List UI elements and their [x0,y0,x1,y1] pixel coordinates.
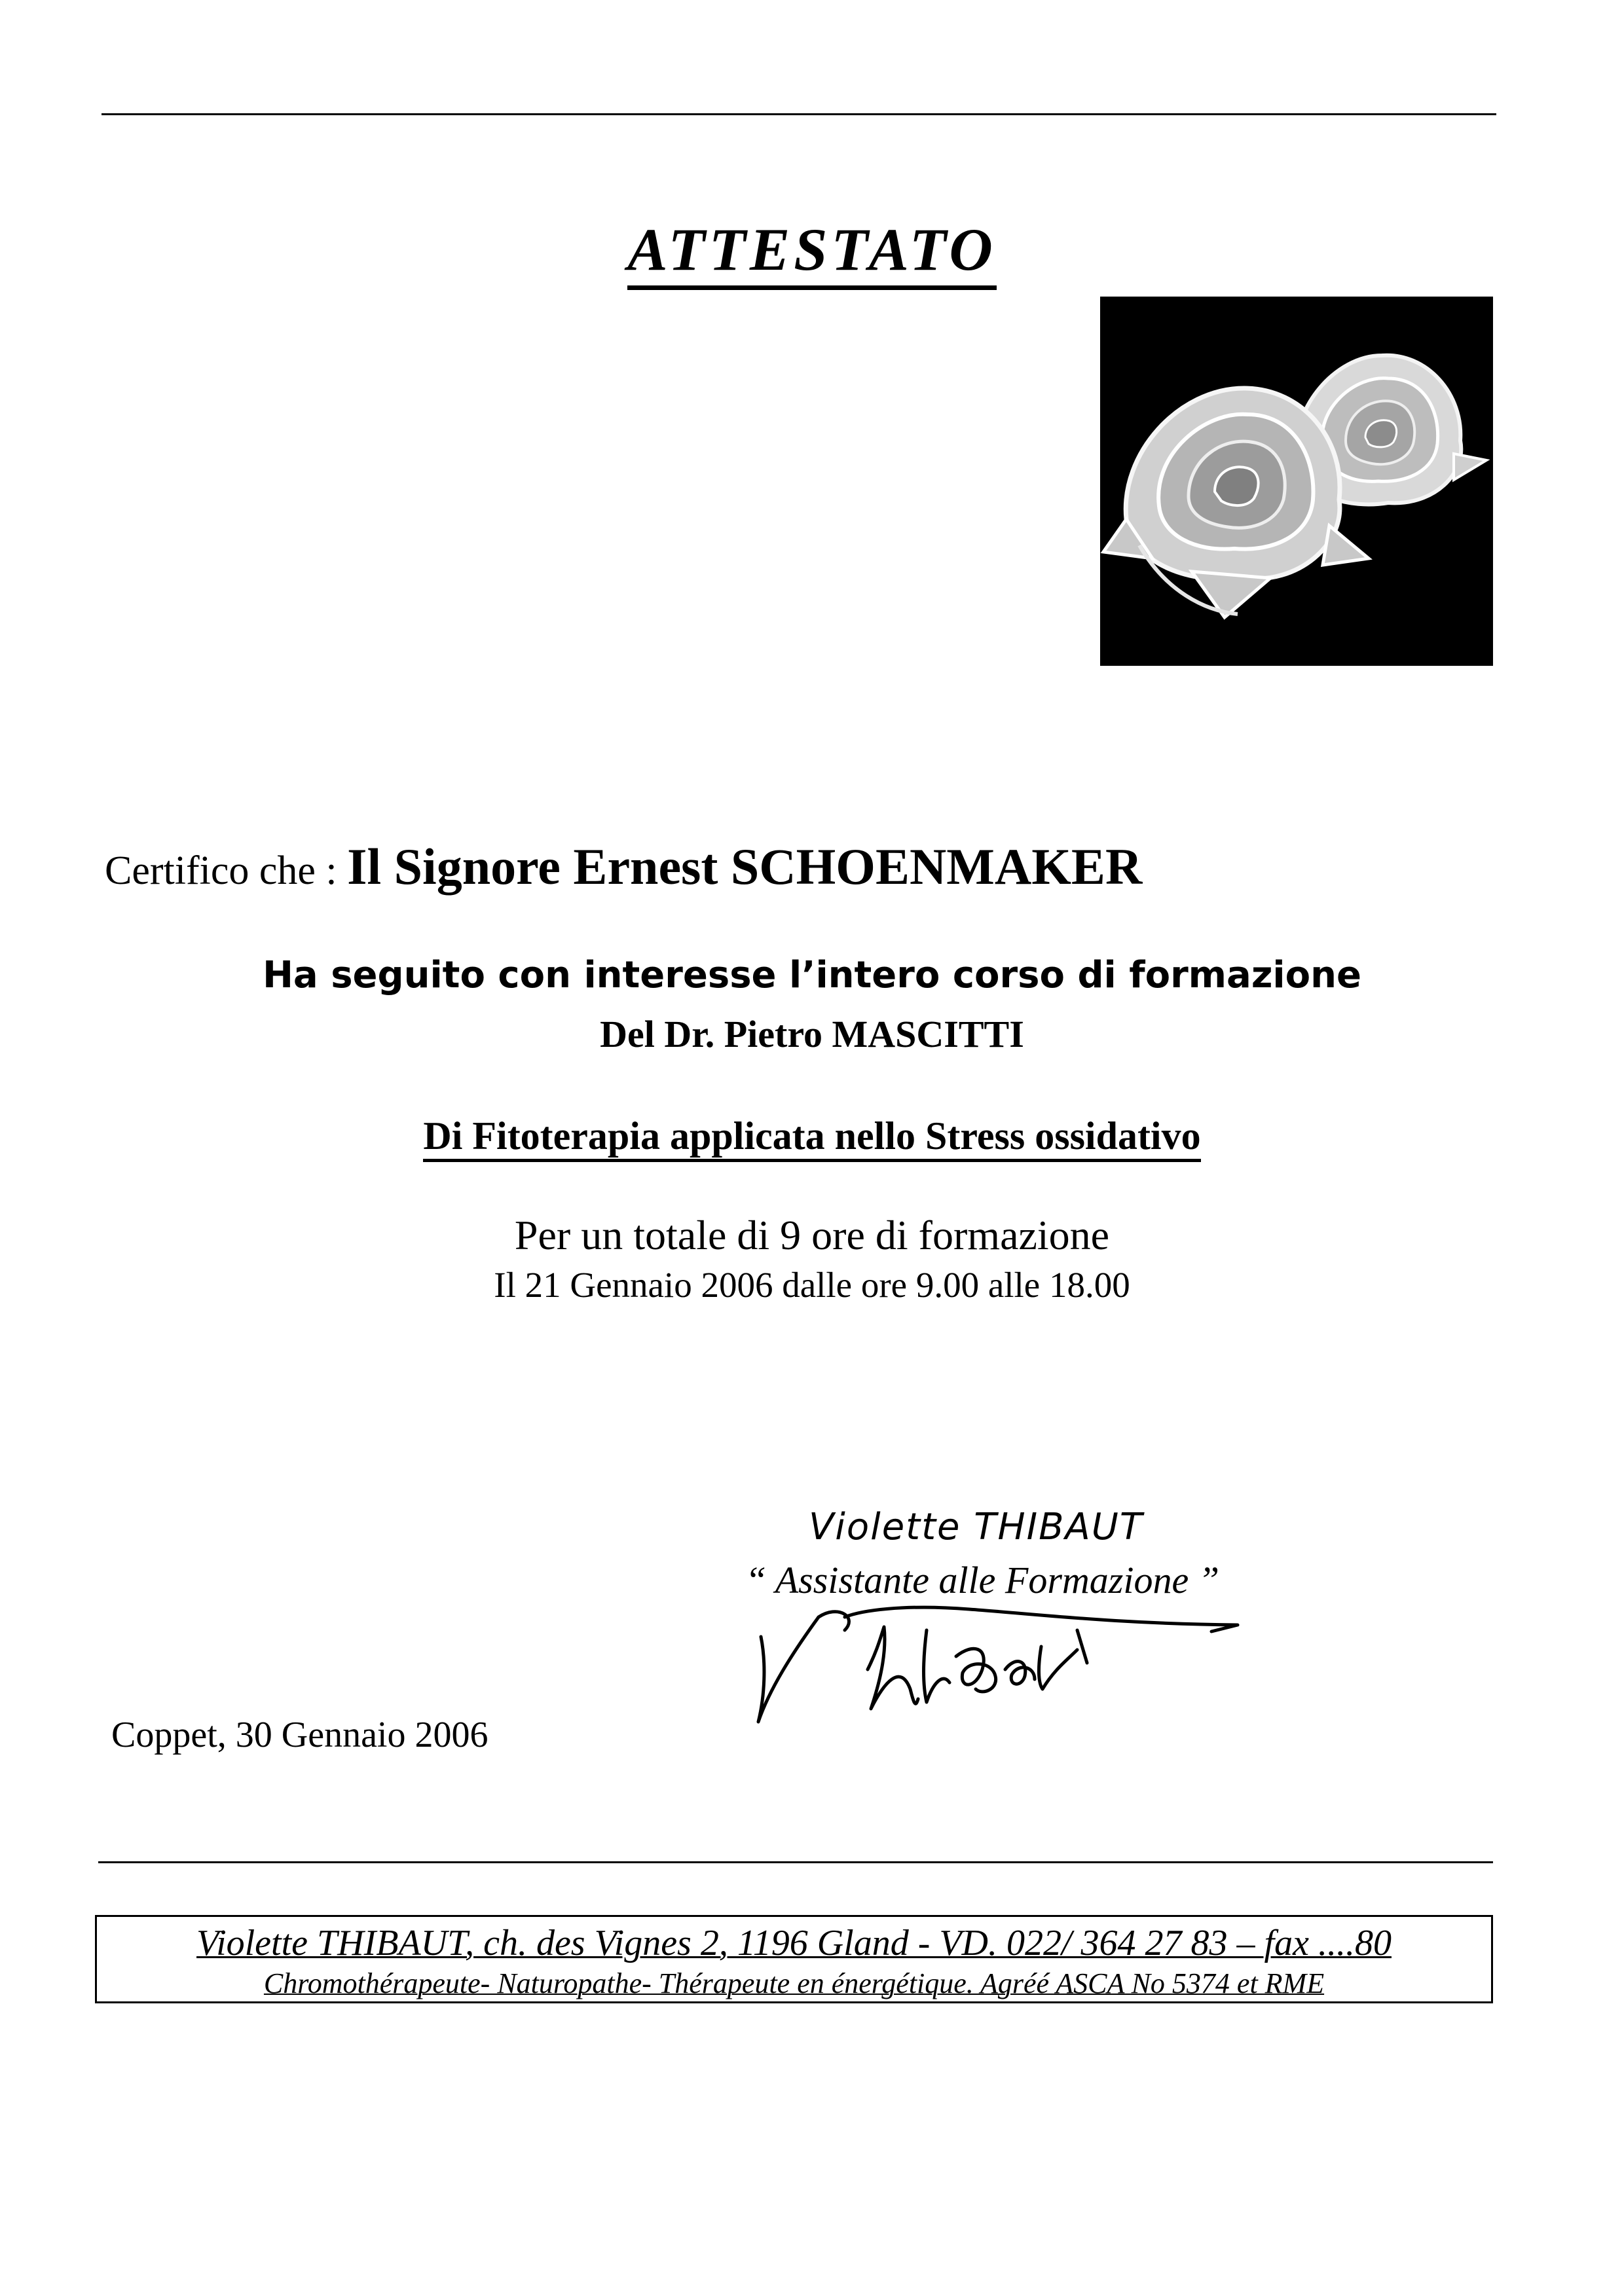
roses-illustration [1100,297,1493,666]
certifico-lead: Certifico che : [105,848,348,893]
document-title-text: ATTESTATO [627,216,997,290]
course-name [0,1116,1624,1156]
certifico-line [105,838,1143,895]
footer-credentials-line: Chromothérapeute- Naturopathe- Thérapeute en énergétique. Agréé ASCA No 5374 et RME [263,1967,1325,1999]
bottom-divider [98,1861,1493,1863]
hours-line: Per un totale di 9 ore di formazione [514,1212,1110,1258]
handwritten-signature [747,1591,1257,1748]
document-title [0,216,1624,283]
footer-contact-line: Violette THIBAUT, ch. des Vignes 2, 1196 Gland - VD. 022/ 364 27 83 – fax ....80 [196,1923,1392,1963]
course-followed-line: Ha seguito con interesse l’intero corso di formazione [263,954,1361,996]
place-and-date: Coppet, 30 Gennaio 2006 [111,1715,489,1755]
teacher-line: Del Dr. Pietro MASCITTI [600,1013,1024,1055]
signatory-role: “ Assistante alle Formazione ” [745,1559,1219,1601]
top-divider [101,113,1496,115]
recipient-name: Il Signore Ernest SCHOENMAKER [347,838,1143,895]
footer-contact-box [95,1915,1493,2003]
date-line: Il 21 Gennaio 2006 dalle ore 9.00 alle 18.00 [494,1265,1130,1305]
course-name-text: Di Fitoterapia applicata nello Stress ossidativo [423,1114,1200,1162]
signatory-name: Violette THIBAUT [809,1506,1144,1548]
